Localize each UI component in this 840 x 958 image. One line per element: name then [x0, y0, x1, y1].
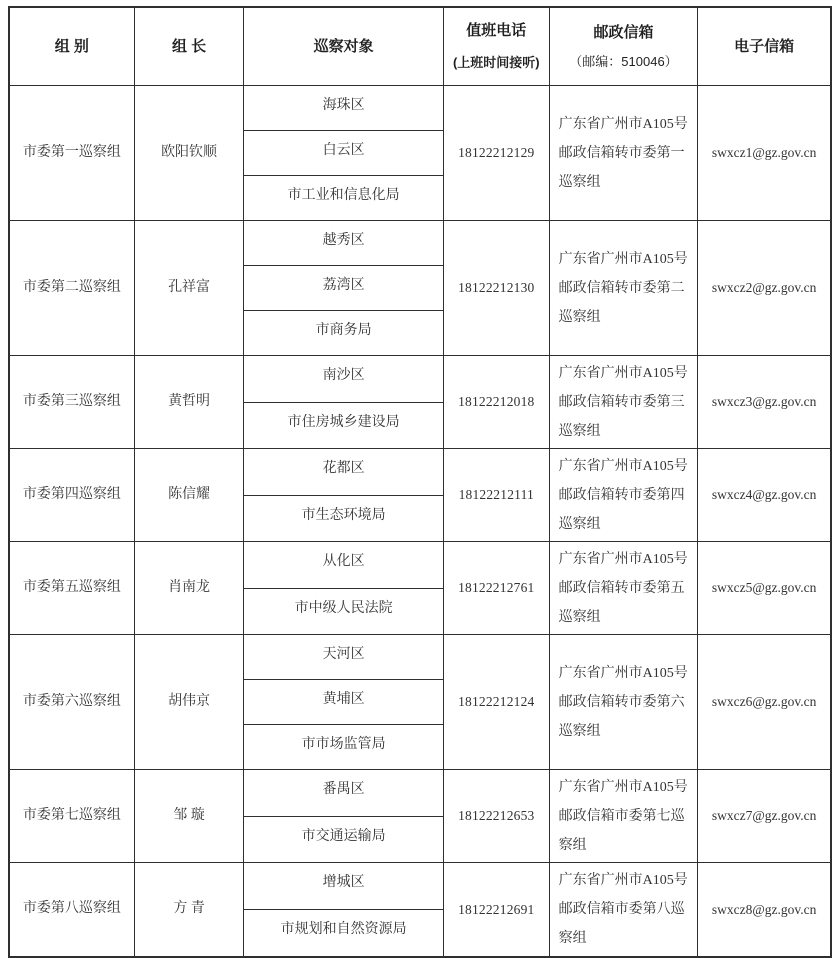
target-item: 市商务局	[315, 323, 372, 338]
postal-address: 广东省广州市A105号邮政信箱转市委第二巡察组	[550, 221, 699, 355]
leader-name: 欧阳钦顺	[135, 86, 245, 220]
group-name: 市委第三巡察组	[10, 356, 135, 448]
postal-address: 广东省广州市A105号邮政信箱转市委第三巡察组	[550, 356, 699, 448]
target-item: 从化区	[244, 542, 442, 589]
target-item: 天河区	[244, 635, 442, 680]
email-address: swxcz3@gz.gov.cn	[711, 394, 817, 410]
email-address: swxcz2@gz.gov.cn	[711, 280, 817, 296]
target-item: 白云区	[244, 131, 442, 176]
postal-address: 广东省广州市A105号邮政信箱市委第七巡察组	[550, 770, 699, 862]
postal-address: 广东省广州市A105号邮政信箱转市委第一巡察组	[550, 86, 699, 220]
group-name: 市委第一巡察组	[10, 86, 135, 220]
duty-phone: 18122212691	[444, 863, 550, 956]
target-item: 市中级人民法院	[294, 600, 393, 616]
email-address: swxcz6@gz.gov.cn	[711, 694, 817, 710]
leader-name: 肖南龙	[135, 542, 245, 634]
table-row	[10, 221, 830, 356]
leader-name: 邹 璇	[135, 770, 245, 862]
table-row	[10, 542, 830, 635]
duty-phone: 18122212761	[444, 542, 550, 634]
header-postal-title: 邮政信箱	[593, 23, 654, 41]
target-item: 花都区	[244, 449, 442, 496]
email-address: swxcz4@gz.gov.cn	[711, 487, 817, 503]
targets-cell	[244, 542, 443, 634]
duty-phone: 18122212653	[444, 770, 550, 862]
target-item: 南沙区	[244, 356, 442, 403]
table-row	[10, 86, 830, 221]
target-item: 海珠区	[244, 86, 442, 131]
email-address: swxcz8@gz.gov.cn	[711, 901, 817, 917]
postal-address: 广东省广州市A105号邮政信箱转市委第六巡察组	[550, 635, 699, 769]
table-row	[10, 635, 830, 770]
leader-name: 方 青	[135, 863, 245, 956]
header-postal-zipcode: （邮编：510046）	[569, 53, 678, 69]
target-item: 番禺区	[244, 770, 442, 817]
header-phone	[444, 8, 550, 85]
header-targets: 巡察对象	[244, 8, 444, 85]
targets-cell	[244, 449, 443, 541]
postal-address: 广东省广州市A105号邮政信箱市委第八巡察组	[550, 863, 699, 956]
targets-cell	[244, 863, 443, 956]
target-item: 市交通运输局	[301, 828, 386, 844]
leader-name: 黄哲明	[135, 356, 245, 448]
leader-name: 胡伟京	[135, 635, 245, 769]
header-email: 电子信箱	[734, 37, 795, 55]
duty-phone: 18122212130	[444, 221, 550, 355]
postal-address: 广东省广州市A105号邮政信箱转市委第四巡察组	[550, 449, 699, 541]
header-group: 组 别	[10, 8, 135, 85]
email-address: swxcz7@gz.gov.cn	[711, 808, 817, 824]
target-item: 市生态环境局	[301, 507, 386, 523]
duty-phone: 18122212018	[444, 356, 550, 448]
group-name: 市委第七巡察组	[10, 770, 135, 862]
table-row	[10, 770, 830, 863]
header-postal	[550, 8, 699, 85]
target-item: 荔湾区	[244, 266, 442, 311]
duty-phone: 18122212111	[444, 449, 550, 541]
target-item: 市市场监管局	[301, 737, 386, 752]
group-name: 市委第六巡察组	[10, 635, 135, 769]
target-item: 市工业和信息化局	[287, 188, 400, 203]
leader-name: 孔祥富	[135, 221, 245, 355]
header-phone-note: (上班时间接听)	[452, 55, 540, 71]
duty-phone: 18122212124	[444, 635, 550, 769]
target-item: 市规划和自然资源局	[280, 922, 407, 937]
targets-cell	[244, 635, 443, 769]
header-phone-title: 值班电话	[466, 22, 527, 40]
table-row	[10, 863, 830, 956]
group-name: 市委第五巡察组	[10, 542, 135, 634]
leader-name: 陈信耀	[135, 449, 245, 541]
group-name: 市委第二巡察组	[10, 221, 135, 355]
targets-cell	[244, 770, 443, 862]
table-row	[10, 356, 830, 449]
targets-cell	[244, 86, 443, 220]
postal-address: 广东省广州市A105号邮政信箱转市委第五巡察组	[550, 542, 699, 634]
table-header-row	[10, 8, 830, 86]
group-name: 市委第四巡察组	[10, 449, 135, 541]
email-address: swxcz5@gz.gov.cn	[711, 580, 817, 596]
inspection-groups-table	[8, 6, 832, 958]
duty-phone: 18122212129	[444, 86, 550, 220]
target-item: 黄埔区	[244, 680, 442, 725]
targets-cell	[244, 221, 443, 355]
target-item: 越秀区	[244, 221, 442, 266]
header-leader: 组 长	[135, 8, 245, 85]
email-address: swxcz1@gz.gov.cn	[711, 145, 817, 161]
targets-cell	[244, 356, 443, 448]
target-item: 市住房城乡建设局	[287, 414, 400, 430]
table-row	[10, 449, 830, 542]
target-item: 增城区	[244, 863, 442, 910]
group-name: 市委第八巡察组	[10, 863, 135, 956]
